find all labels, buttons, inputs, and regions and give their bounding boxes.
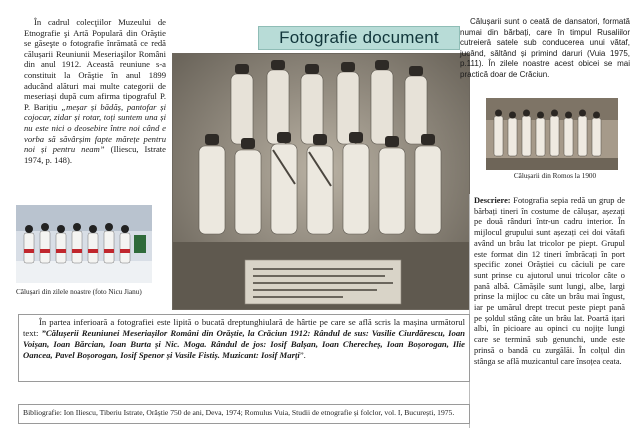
main-group-photo <box>172 53 470 310</box>
label-transcription-paragraph <box>23 317 465 361</box>
page-title: Fotografie document <box>279 28 439 47</box>
intro-text: În cadrul colecţiilor Muzeului de Etnografie şi Artă Populară din Orăştie se găseşte o fotografie înrămată ce redă călușarii Reuniunii Meseriaşilor Români din anul 1912. Această reuniune s-a constituit la Orăştie în anul 1899 aducând alături mai multe categorii de meseriași după cum afirma tipograful P. P. Barițiu <box>24 17 166 112</box>
bottom-end: ”. <box>299 350 306 360</box>
description-text: Fotografia sepia redă un grup de bărbați tineri în costume de călușar, așezați pe două rânduri într-un cadru interior. În mijlocul grupului sunt așezați cei doi vătafi având un brâu lat tricolor pe piept. Grupul este format din 12 tineri îmbrăcați în port specific zonei Orăștiei cu căciuli pe care sunt prinse cu ajutorul unui tricolor câte o pană albă. Cămășile sunt lungi, albe, largi prinse la mijloc cu câte un brâu mai îngust, iar pe umărul drept trecut peste piept pană pe șoldul stâng câte un brâu lat. Poartă ițari albi, în picioare au opinci cu nojițe lungi care se termină sub genunchi, unde este prinsă o bandă cu zurgălăi. În colțul din stânga se află muzicantul care însoțea ceata. <box>474 196 626 366</box>
calusari-definition-text: Călușarii sunt o ceată de dansatori, formată numai din bărbați, care în timpul Rusaliilor cutreierā satele sub conducerea unui vătaf, jucând, săltând și primind daruri (Vuia 1975, p.111). În zilele noastre acest obicei se mai practică doar de Crăciun. <box>460 17 630 79</box>
description-block <box>469 194 629 428</box>
intro-source: (Iliescu, Istrate 1974, p. 148). <box>24 144 166 165</box>
calusari-today-photo <box>16 205 152 283</box>
main-photo-illustration <box>173 54 470 310</box>
romos-caption-box <box>480 172 630 184</box>
label-transcription-block <box>18 314 470 382</box>
intro-text-block <box>20 16 170 206</box>
today-photo-illustration <box>16 205 152 283</box>
romos-photo-illustration <box>486 98 618 170</box>
bibliography-text: Bibliografie: Ion Iliescu, Tiberiu Istrate, Orăștie 750 de ani, Deva, 1974; Romulus Vuia, Studii de etnografie și folclor, vol. I, București, 1975. <box>23 408 455 417</box>
calusari-definition-block <box>458 16 632 96</box>
bottom-intro: În partea inferioară a fotografiei este lipită o bucată dreptunghiulară de hârtie pe care se află scris la mașina următorul text: <box>23 317 465 338</box>
intro-quote: „meșar și bădăș, pantofar și cojocar, zidar și rotar, toți suntem una și nu este nici o deosebire între noi când e vorba să săvârșim fapte mărețe pentru noi și pentru neam” <box>24 101 166 155</box>
description-label: Descriere: <box>474 196 511 205</box>
bibliography-block <box>18 404 470 424</box>
bottom-names: ”Călușerii Reuniunei Meseriașilor Români din Orăștie, la Crăciun 1912: Rândul de sus: Vasilie Ciurdărescu, Ioan Voișan, Ioan Bărcian, Ioan Burta și Nic. Moga. Rândul de jos: Iosif Balșan, Ioan Cherecheș, Ioan Boșorogan, Ilie Oancea, Pavel Boșorogan, Iosif Spenor și Vasile Fistiș. Muzicant: Iosif Marți <box>23 328 465 360</box>
today-caption: Călușari din zilele noastre (foto Nicu Jianu) <box>16 288 142 296</box>
romos-1900-photo <box>486 98 618 170</box>
intro-paragraph <box>24 17 166 165</box>
title-banner <box>258 26 460 50</box>
today-caption-box <box>16 288 166 300</box>
romos-caption: Călușarii din Romos la 1900 <box>513 172 597 180</box>
description-paragraph <box>474 196 625 367</box>
